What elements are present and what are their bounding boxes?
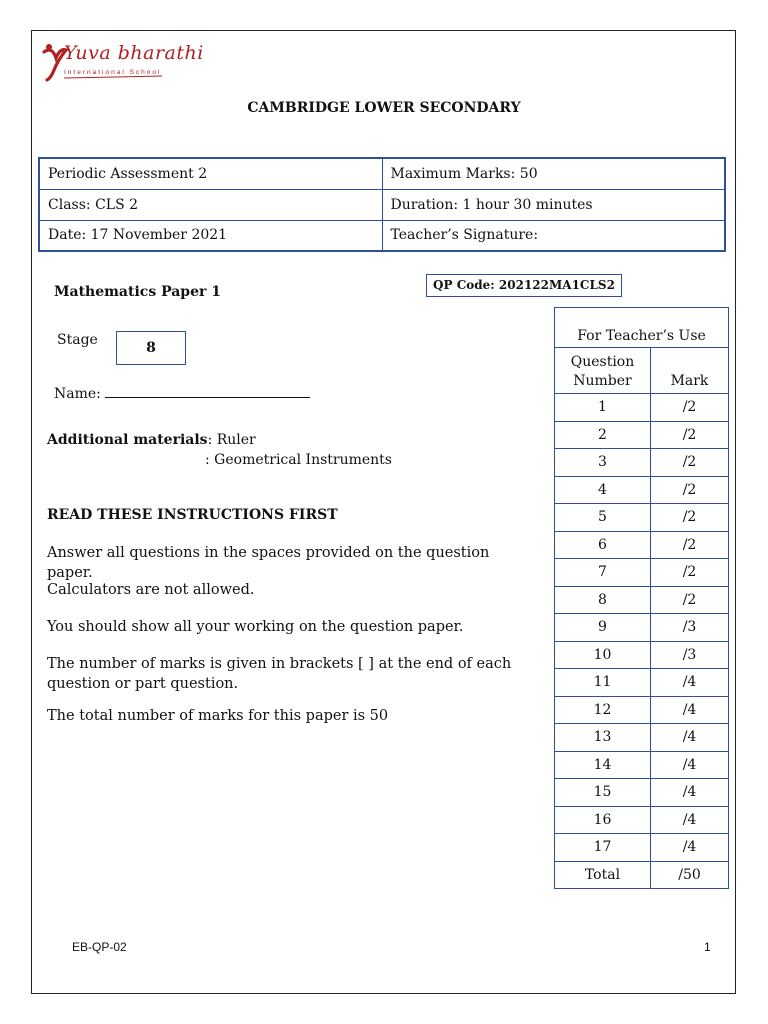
question-number: 14 — [555, 751, 651, 779]
question-mark: /3 — [651, 614, 729, 642]
question-mark: /2 — [651, 476, 729, 504]
question-number: 2 — [555, 421, 651, 449]
instruction-line: Calculators are not allowed. — [47, 582, 255, 598]
assessment-name: Periodic Assessment 2 — [39, 158, 382, 189]
table-row — [555, 614, 729, 642]
materials-item: : Geometrical Instruments — [205, 452, 392, 468]
subject-title: Mathematics Paper 1 — [54, 284, 221, 300]
question-mark: /4 — [651, 696, 729, 724]
board-title: CAMBRIDGE LOWER SECONDARY — [247, 100, 521, 116]
materials-label: Additional materials — [47, 432, 208, 448]
mark-header: Mark — [651, 348, 729, 394]
table-row — [555, 834, 729, 862]
table-row — [555, 724, 729, 752]
stage-value: 8 — [116, 331, 186, 365]
instruction-line: The number of marks is given in brackets [ ] at the end of each question or part question. — [47, 656, 512, 692]
class-info: Class: CLS 2 — [39, 189, 382, 220]
qp-code: QP Code: 202122MA1CLS2 — [426, 274, 622, 297]
question-mark: /2 — [651, 394, 729, 422]
teacher-marks-table — [554, 307, 729, 889]
table-row — [555, 751, 729, 779]
name-underline[interactable] — [105, 385, 310, 398]
instructions-heading: READ THESE INSTRUCTIONS FIRST — [47, 507, 338, 523]
question-number: 12 — [555, 696, 651, 724]
table-row — [39, 158, 725, 189]
table-row — [555, 476, 729, 504]
question-number: 8 — [555, 586, 651, 614]
table-row — [555, 779, 729, 807]
question-mark: /2 — [651, 421, 729, 449]
question-mark: /2 — [651, 531, 729, 559]
question-number: 11 — [555, 669, 651, 697]
table-row — [555, 861, 729, 889]
question-mark: /4 — [651, 806, 729, 834]
question-mark: /2 — [651, 559, 729, 587]
table-row — [555, 308, 729, 348]
question-mark: /4 — [651, 751, 729, 779]
question-mark: /4 — [651, 779, 729, 807]
table-row — [555, 641, 729, 669]
question-mark: /3 — [651, 641, 729, 669]
total-mark: /50 — [651, 861, 729, 889]
question-mark: /4 — [651, 724, 729, 752]
question-number: 9 — [555, 614, 651, 642]
table-row — [555, 806, 729, 834]
logo-name: Yuva bharathi — [64, 42, 204, 64]
logo-subtitle: International School — [64, 69, 162, 76]
exam-info-table — [38, 157, 726, 252]
question-mark: /4 — [651, 834, 729, 862]
footer-code: EB-QP-02 — [72, 940, 127, 954]
question-number: 13 — [555, 724, 651, 752]
question-number: 10 — [555, 641, 651, 669]
question-mark: /2 — [651, 586, 729, 614]
question-number: 5 — [555, 504, 651, 532]
table-row — [555, 449, 729, 477]
table-row — [39, 189, 725, 220]
question-number: 6 — [555, 531, 651, 559]
duration-info: Duration: 1 hour 30 minutes — [382, 189, 725, 220]
question-mark: /2 — [651, 504, 729, 532]
question-number: 3 — [555, 449, 651, 477]
question-number: 15 — [555, 779, 651, 807]
question-number: 16 — [555, 806, 651, 834]
table-row — [39, 220, 725, 251]
question-number: 4 — [555, 476, 651, 504]
stage-label: Stage — [57, 332, 98, 348]
teacher-signature: Teacher’s Signature: — [382, 220, 725, 251]
question-number-header: Question Number — [555, 348, 651, 394]
name-field[interactable] — [54, 385, 310, 402]
table-row — [555, 348, 729, 394]
instruction-line: Answer all questions in the spaces provided on the question paper. — [47, 545, 490, 581]
total-label: Total — [555, 861, 651, 889]
table-row — [555, 696, 729, 724]
marks-table-title: For Teacher’s Use — [555, 308, 729, 348]
question-mark: /4 — [651, 669, 729, 697]
question-number: 17 — [555, 834, 651, 862]
page-number: 1 — [704, 940, 711, 954]
table-row — [555, 421, 729, 449]
table-row — [555, 531, 729, 559]
table-row — [555, 559, 729, 587]
table-row — [555, 394, 729, 422]
exam-date: Date: 17 November 2021 — [39, 220, 382, 251]
instruction-line: The total number of marks for this paper is 50 — [47, 708, 389, 724]
materials-item: : Ruler — [207, 432, 256, 448]
question-mark: /2 — [651, 449, 729, 477]
question-number: 1 — [555, 394, 651, 422]
table-row — [555, 586, 729, 614]
question-number: 7 — [555, 559, 651, 587]
name-label: Name: — [54, 386, 101, 402]
table-row — [555, 669, 729, 697]
maximum-marks: Maximum Marks: 50 — [382, 158, 725, 189]
table-row — [555, 504, 729, 532]
additional-materials — [47, 432, 256, 448]
instruction-line: You should show all your working on the question paper. — [47, 619, 464, 635]
